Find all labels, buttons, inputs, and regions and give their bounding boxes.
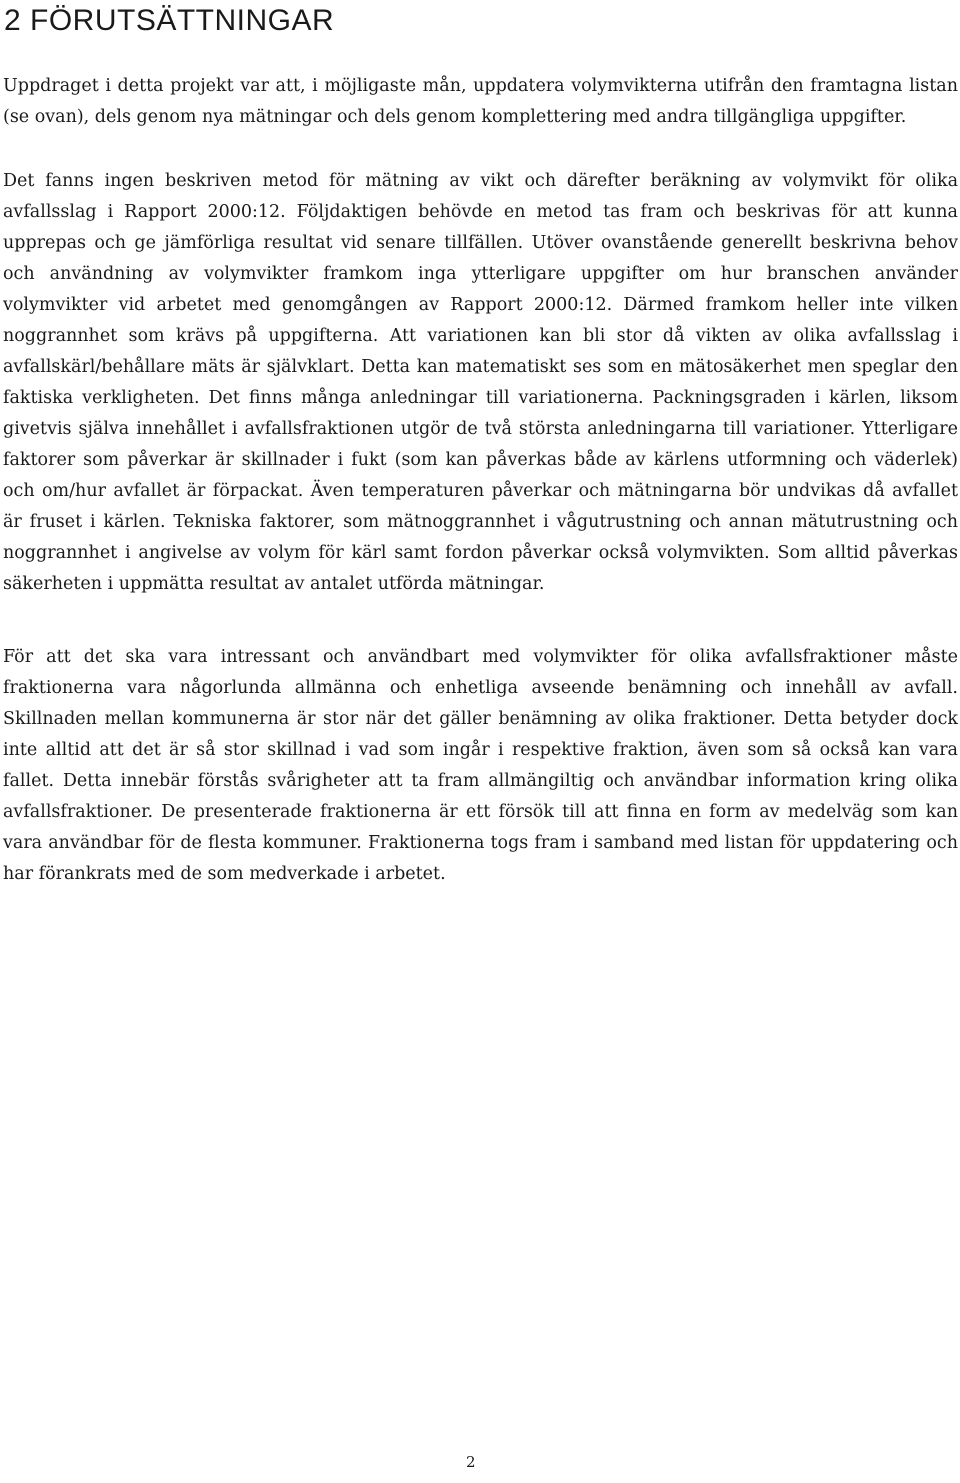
- paragraph-fractions: För att det ska vara intressant och användbart med volymvikter för olika avfallsfraktioner måste fraktionerna vara någorlunda allmänna och enhetliga avseende benämning och innehåll av avfall. Skillnaden mellan kommunerna är stor när det gäller benämning av olika fraktioner. Detta betyder dock inte alltid att det är så stor skillnad i vad som ingår i respektive fraktion, även som så också kan vara fallet. Detta innebär förstås svårigheter att ta fram allmängiltig och användbar information kring olika avfallsfraktioner. De presenterade fraktionerna är ett försök till att finna en form av medelväg som kan vara användbar för de flesta kommuner. Fraktionerna togs fram i samband med listan för uppdatering och har förankrats med de som medverkade i arbetet.: [3, 647, 958, 884]
- section-heading: 2 FÖRUTSÄTTNINGAR: [4, 4, 335, 37]
- paragraph-assignment: Uppdraget i detta projekt var att, i möjligaste mån, uppdatera volymvikterna utifrån den framtagna listan (se ovan), dels genom nya mätningar och dels genom komplettering med andra tillgängliga uppgifter.: [3, 76, 958, 127]
- page-number: 2: [466, 1453, 476, 1471]
- paragraph-method: Det fanns ingen beskriven metod för mätning av vikt och därefter beräkning av volymvikt för olika avfallsslag i Rapport 2000:12. Följdaktigen behövde en metod tas fram och beskrivas för att kunna upprepas och ge jämförliga resultat vid senare tillfällen. Utöver ovanstående generellt beskrivna behov och användning av volymvikter framkom inga ytterligare uppgifter om hur branschen använder volymvikter vid arbetet med genomgången av Rapport 2000:12. Därmed framkom heller inte vilken noggrannhet som krävs på uppgifterna. Att variationen kan bli stor då vikten av olika avfallsslag i avfallskärl/behållare mäts är självklart. Detta kan matematiskt ses som en mätosäkerhet men speglar den faktiska verkligheten. Det finns många anledningar till variationerna. Packningsgraden i kärlen, liksom givetvis själva innehållet i avfallsfraktionen utgör de två största anledningarna till variationer. Ytterligare faktorer som påverkar är skillnader i fukt (som kan påverkas både av kärlens utformning och väderlek) och om/hur avfallet är förpackat. Även temperaturen påverkar och mätningarna bör undvikas då avfallet är fruset i kärlen. Tekniska faktorer, som mätnoggrannhet i vågutrustning och annan mätutrustning och noggrannhet i angivelse av volym för kärl samt fordon påverkar också volymvikten. Som alltid påverkas säkerheten i uppmätta resultat av antalet utförda mätningar.: [3, 171, 958, 594]
